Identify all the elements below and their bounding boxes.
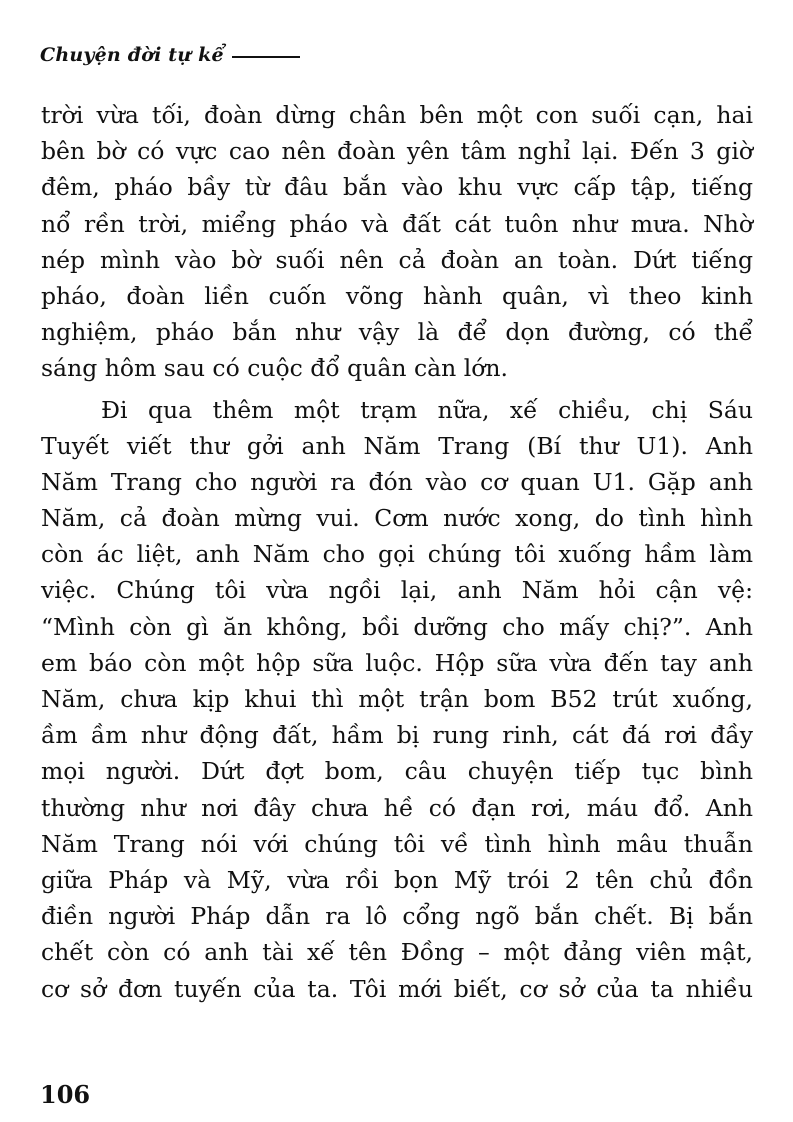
text-line: mọi người. Dứt đợt bom, câu chuyện tiếp tục bình xyxy=(41,757,753,786)
text-line: em báo còn một hộp sữa luộc. Hộp sữa vừa đến tay anh xyxy=(41,648,753,677)
text-line: ầm ầm như động đất, hầm bị rung rinh, cát đá rơi đầy xyxy=(41,721,753,750)
text-line: nổ rền trời, miểng pháo và đất cát tuôn như mưa. Nhờ xyxy=(41,209,753,238)
text-line: pháo, đoàn liền cuốn võng hành quân, vì theo kinh xyxy=(41,281,753,310)
text-line: cơ sở đơn tuyến của ta. Tôi mới biết, cơ sở của ta nhiều xyxy=(41,974,753,1003)
text-line: Tuyết viết thư gởi anh Năm Trang (Bí thư U1). Anh xyxy=(41,431,753,460)
paragraph-1 xyxy=(41,97,753,387)
text-line: Năm, chưa kịp khui thì một trận bom B52 trút xuống, xyxy=(41,685,753,713)
text-line: chết còn có anh tài xế tên Đồng – một đảng viên mật, xyxy=(41,938,753,967)
text-line: nép mình vào bờ suối nên cả đoàn an toàn. Dứt tiếng xyxy=(41,245,753,274)
text-line: đêm, pháo bầy từ đâu bắn vào khu vực cấp tập, tiếng xyxy=(41,173,753,202)
text-line: sáng hôm sau có cuộc đổ quân càn lớn. xyxy=(41,354,509,383)
body-text xyxy=(41,97,753,1007)
text-line: giữa Pháp và Mỹ, vừa rồi bọn Mỹ trói 2 tên chủ đồn xyxy=(41,865,753,894)
text-line: còn ác liệt, anh Năm cho gọi chúng tôi xuống hầm làm xyxy=(41,540,753,569)
header-rule xyxy=(232,56,300,58)
running-header xyxy=(40,44,300,66)
paragraph-2 xyxy=(41,392,753,1007)
text-line: việc. Chúng tôi vừa ngồi lại, anh Năm hỏi cận vệ: xyxy=(41,576,753,605)
running-title: Chuyện đời tự kể xyxy=(40,44,224,66)
text-line: nghiệm, pháo bắn như vậy là để dọn đường, có thể xyxy=(41,318,753,347)
text-line: Năm Trang nói với chúng tôi về tình hình mâu thuẫn xyxy=(41,829,753,858)
text-line: Năm, cả đoàn mừng vui. Cơm nước xong, do tình hình xyxy=(41,504,753,533)
text-line: Năm Trang cho người ra đón vào cơ quan U1. Gặp anh xyxy=(41,467,753,496)
text-line: Đi qua thêm một trạm nữa, xế chiều, chị Sáu xyxy=(101,395,753,424)
text-line: bên bờ có vực cao nên đoàn yên tâm nghỉ lại. Đến 3 giờ xyxy=(41,137,753,166)
text-line: “Mình còn gì ăn không, bồi dưỡng cho mấy chị?”. Anh xyxy=(41,612,753,641)
page-number: 106 xyxy=(40,1080,91,1109)
text-line: thường như nơi đây chưa hề có đạn rơi, máu đổ. Anh xyxy=(41,793,753,822)
text-line: điền người Pháp dẫn ra lô cổng ngõ bắn chết. Bị bắn xyxy=(41,902,753,931)
text-line: trời vừa tối, đoàn dừng chân bên một con suối cạn, hai xyxy=(41,101,753,129)
